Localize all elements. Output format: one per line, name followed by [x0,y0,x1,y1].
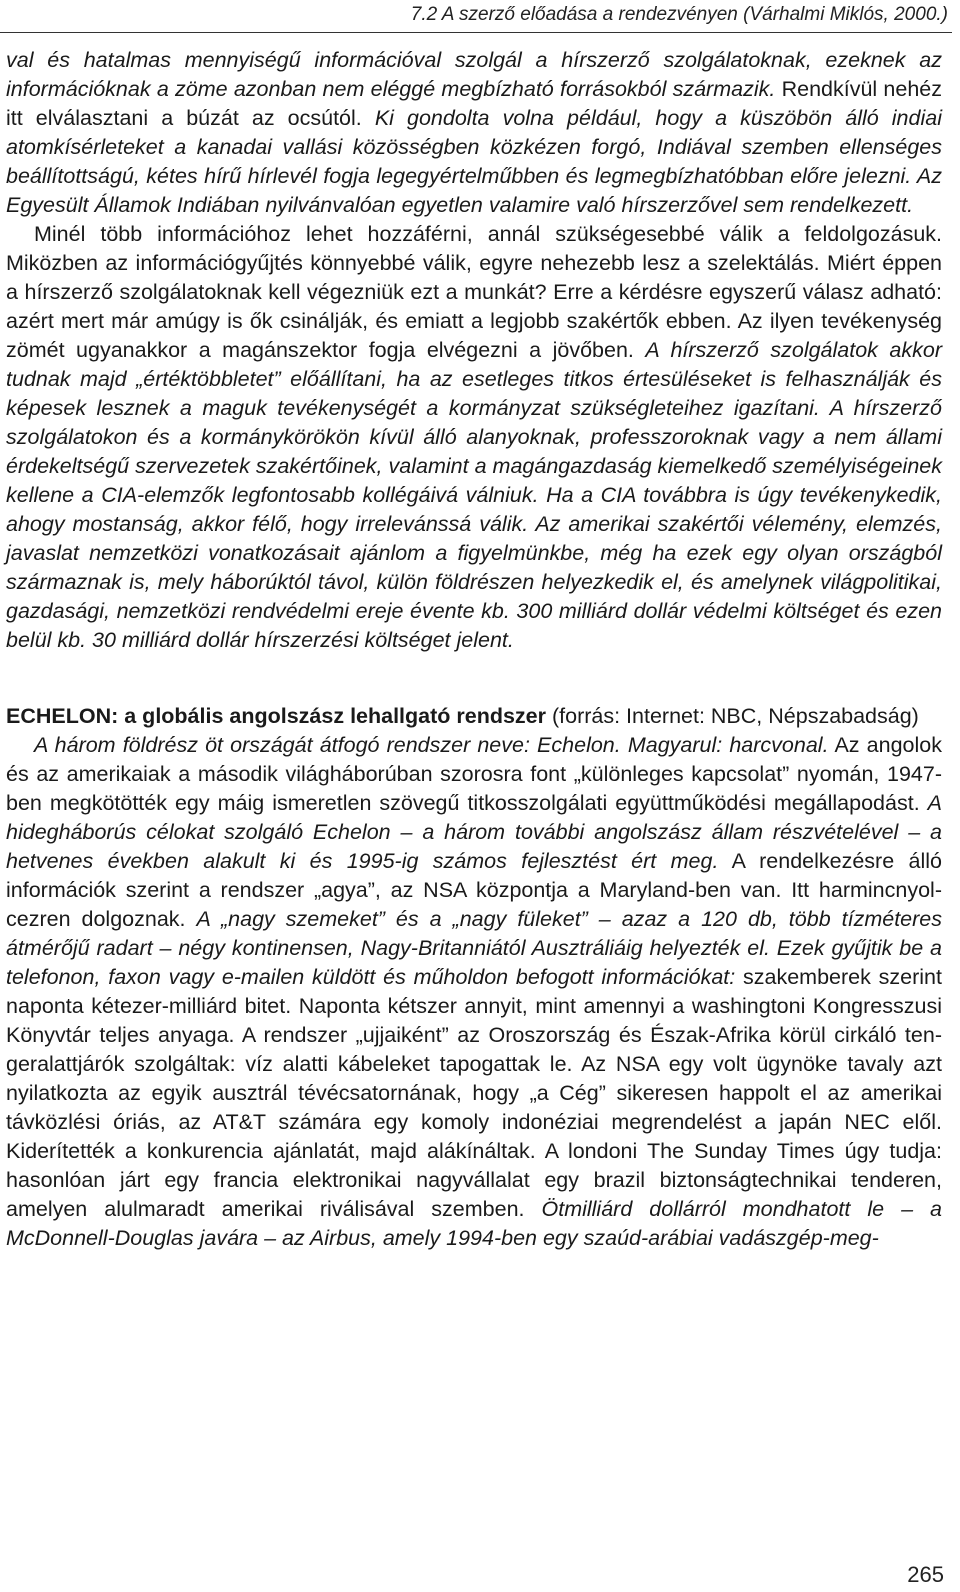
paragraph-continuation [6,46,942,220]
italic-run: A három földrész öt országát átfogó rendszer neve: Echelon. Magyarul: harcvonal. [34,733,829,757]
heading-title: ECHELON: a globális angolszász lehallgató rendszer [6,704,547,728]
header-rule [0,32,952,33]
running-header: 7.2 A szerző előadása a rendezvényen (Várhalmi Miklós, 2000.) [410,4,948,25]
italic-run: A hidegháborús célokat szolgáló Echelon – a három további angolszász állam részvételével – a hetvenes években alakult ki és 1995-ig számos fejlesztést ért meg. [6,791,942,873]
page-number: 265 [907,1562,944,1587]
text-run: szakemberek szerint naponta kétezer-milliárd bitet. Naponta kétszer annyit, mint amennyi a washingtoni Kongresszusi Könyvtár teljes anyaga. A rendszer „ujjaiként” az Oroszország és Észak-Afrika körül cirkáló tengeralattjárók szolgáltak: víz alatti kábeleket tapogattak le. Az NSA egy volt ügynöke tavaly azt nyilatkozta az egyik ausztrál tévécsatornának, hogy „a Cég” sikeresen happolt el az amerikai távközlési óriás, az AT&T számára egy komoly indonéziai megrendelést a japán NEC elől. Kiderítették a konkurencia ajánlatát, majd alákínáltak. A londoni The Sunday Times úgy tudja: hasonlóan járt egy francia elektronikai nagyvállalat egy brazil biztonságtechnikai tenderen, amelyen alulmaradt amerikai riválisával szemben. [6,965,942,1221]
heading-source: (forrás: Internet: NBC, Népszabadság) [546,704,919,728]
italic-run: A hírszerző szolgálatok akkor tudnak majd „értéktöbbletet” előállítani, ha az esetleges titkos értesüléseket is felhasználják és képesek lesznek a maguk tevékenységét a kormányzat szükségleteihez igazítani. A hírszerző szolgálatokon és a kormánykörökön kívül álló alanyoknak, professzoroknak vagy a nem állami érdekeltségű szervezetek szakértőinek, valamint a magángazdaság kiemelkedő személyiségeinek kellene a CIA-elemzők legfontosabb kollégáivá válniuk. Ha a CIA továbbra is úgy tevékenykedik, ahogy mostanság, akkor félő, hogy irrelevánssá válik. Az amerikai szakértői vélemény, elemzés, javaslat nemzetközi vonatkozásait ajánlom a figyelmünkbe, még ha ezek egy olyan országból származnak is, mely háborúktól távol, külön földrészen helyezkedik el, és amelynek világpolitikai, gazdasági, nemzetközi rendvédelmi ereje évente kb. 300 milliárd dollár védelmi költséget és ezen belül kb. 30 milliárd dollár hírszerzési költséget jelent. [6,338,943,652]
section-gap [6,655,942,702]
italic-run: val és hatalmas mennyiségű információval szolgál a hírszerző szolgálatoknak, ezeknek az információknak a zöme azonban nem eléggé megbízható forrásokból származik. [6,48,942,101]
section-heading [6,702,942,731]
text-run: Az angolok és az amerikaiak a második világháborúban szorosra font „különleges kapcsolat” nyomán, 1947-ben megkötötték egy máig ismeretlen szövegű titkosszolgálati együttműködési megállapodást. [6,733,942,815]
text-run: Rendkívül nehéz itt elválasztani a búzát az ocsútól. [6,77,943,130]
text-run: A rendelkezésre álló információk szerint a rendszer „agya”, az NSA központja a Maryland-ben van. Itt harmincnyolcezren dolgoznak. [6,849,942,931]
page-body [6,46,942,1253]
italic-run: Ki gondolta volna például, hogy a küszöbön álló indiai atomkísérleteket a kanadai vallási közösségben közkézen forgó, Indiával szemben ellenséges beállítottságú, kétes hírű hírlevél fogja legegyértelműbben és legmegbízhatóbban előre jelezni. Az Egyesült Államok Indiában nyilvánvalóan egyetlen valamire való hírszerzővel sem rendelkezett. [6,106,942,217]
italic-run: A „nagy szemeket” és a „nagy füleket” – azaz a 120 db, több tízméteres átmérőjű radart – négy kontinensen, Nagy-Britanniától Ausztráliáig helyezték el. Ezek gyűjtik be a telefonon, faxon vagy e-mailen küldött és műholdon befogott információkat: [6,907,942,989]
text-run: Minél több információhoz lehet hozzáférni, annál szükségesebbé válik a feldolgozásuk. Miközben az információgyűjtés könnyebbé válik, egyre nehezebb lesz a szelektálás. Miért éppen a hírszerző szolgálatoknak kell végezniük ezt a munkát? Erre a kérdésre egyszerű válasz adható: azért mert már amúgy is ők csinálják, és emiatt a legjobb szakértők ebben. Az ilyen tevékenység zömét ugyanakkor a magánszektor fogja elvégezni a jövőben. [6,222,942,362]
italic-run: Ötmilliárd dollárról mondhatott le – a McDonnell-Douglas javára – az Airbus, amely 1994-ben egy szaúd-arábiai vadászgép-meg- [6,1197,942,1250]
paragraph [6,220,942,655]
paragraph [6,731,942,1253]
